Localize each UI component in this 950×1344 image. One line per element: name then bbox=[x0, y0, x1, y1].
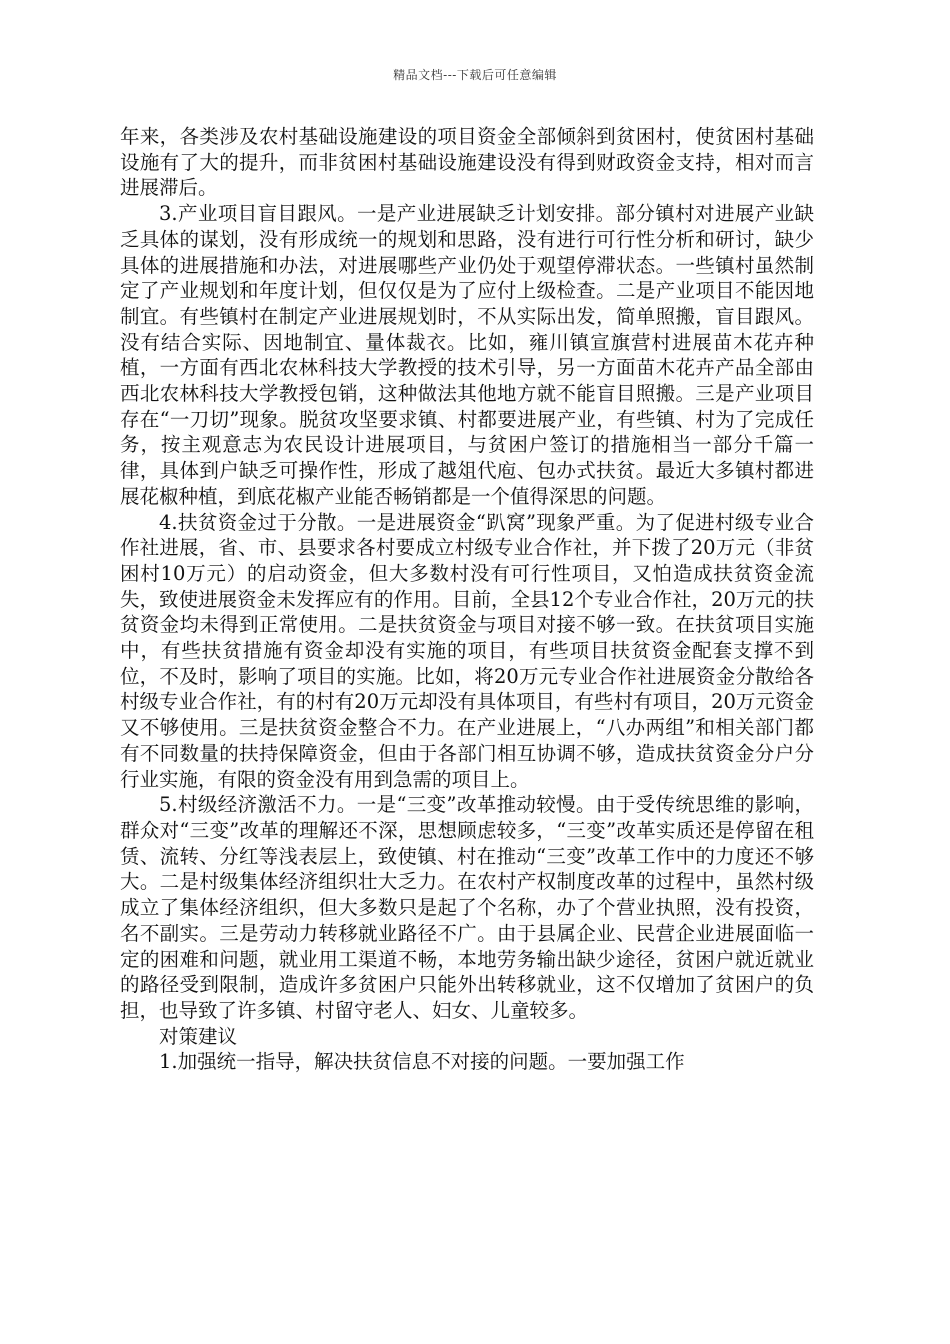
paragraph-unified-guidance: 1.加强统一指导，解决扶贫信息不对接的问题。一要加强工作 bbox=[159, 1050, 685, 1074]
paragraph-village-economy: 5.村级经济激活不力。一是“三变”改革推动较慢。由于受传统思维的影响，群众对“三变”改革的理解还不深，思想顾虑较多，“三变”改革实质还是停留在租赁、流转、分红等浅表层上，致使镇、村在推动“三变”改革工作中的力度还不够大。二是村级集体经济组织壮大乏力。在农村产权制度改革的过程中，虽然村级成立了集体经济组织，但大多数只是起了个名称，办了个营业执照，没有投资，名不副实。三是劳动力转移就业路径不广。由于县属企业、民营企业进展面临一定的困难和问题，就业用工渠道不畅，本地劳务输出缺少途径，贫困户就近就业的路径受到限制，造成许多贫困户只能外出转移就业，这不仅增加了贫困户的负担，也导致了许多镇、村留守老人、妇女、儿童较多。 bbox=[120, 793, 814, 1022]
paragraph-industry-projects: 3.产业项目盲目跟风。一是产业进展缺乏计划安排。部分镇村对进展产业缺乏具体的谋划，没有形成统一的规划和思路，没有进行可行性分析和研讨，缺少具体的进展措施和办法，对进展哪些产业仍处于观望停滞状态。一些镇村虽然制定了产业规划和年度计划，但仅仅是为了应付上级检查。二是产业项目不能因地制宜。有些镇村在制定产业进展规划时，不从实际出发，简单照搬，盲目跟风。没有结合实际、因地制宜、量体裁衣。比如，雍川镇宣旗营村进展苗木花卉种植，一方面有西北农林科技大学教授的技术引导，另一方面苗木花卉产品全部由西北农林科技大学教授包销，这种做法其他地方就不能盲目照搬。三是产业项目存在“一刀切”现象。脱贫攻坚要求镇、村都要进展产业，有些镇、村为了完成任务，按主观意志为农民设计进展项目，与贫困户签订的措施相当一部分千篇一律，具体到户缺乏可操作性，形成了越俎代庖、包办式扶贫。最近大多镇村都进展花椒种植，到底花椒产业能否畅销都是一个值得深思的问题。 bbox=[120, 202, 814, 508]
paragraph-continuation: 年来，各类涉及农村基础设施建设的项目资金全部倾斜到贫困村，使贫困村基础设施有了大的提升，而非贫困村基础设施建设没有得到财政资金支持，相对而言进展滞后。 bbox=[120, 125, 814, 200]
document-body bbox=[120, 124, 814, 1075]
page-header: 精品文档---下载后可任意编辑 bbox=[393, 68, 557, 82]
paragraph-poverty-funds: 4.扶贫资金过于分散。一是进展资金“趴窝”现象严重。为了促进村级专业合作社进展，省、市、县要求各村要成立村级专业合作社，并下拨了20万元（非贫困村10万元）的启动资金，但大多数村没有可行性项目，又怕造成扶贫资金流失，致使进展资金未发挥应有的作用。目前，全县12个专业合作社，20万元的扶贫资金均未得到正常使用。二是扶贫资金与项目对接不够一致。在扶贫项目实施中，有些扶贫措施有资金却没有实施的项目，有些项目扶贫资金配套支撑不到位，不及时，影响了项目的实施。比如，将20万元专业合作社进展资金分散给各村级专业合作社，有的村有20万元却没有具体项目，有些村有项目，20万元资金又不够使用。三是扶贫资金整合不力。在产业进展上，“八办两组”和相关部门都有不同数量的扶持保障资金，但由于各部门相互协调不够，造成扶贫资金分户分行业实施，有限的资金没有用到急需的项目上。 bbox=[120, 510, 814, 791]
section-heading-countermeasures: 对策建议 bbox=[159, 1024, 238, 1048]
